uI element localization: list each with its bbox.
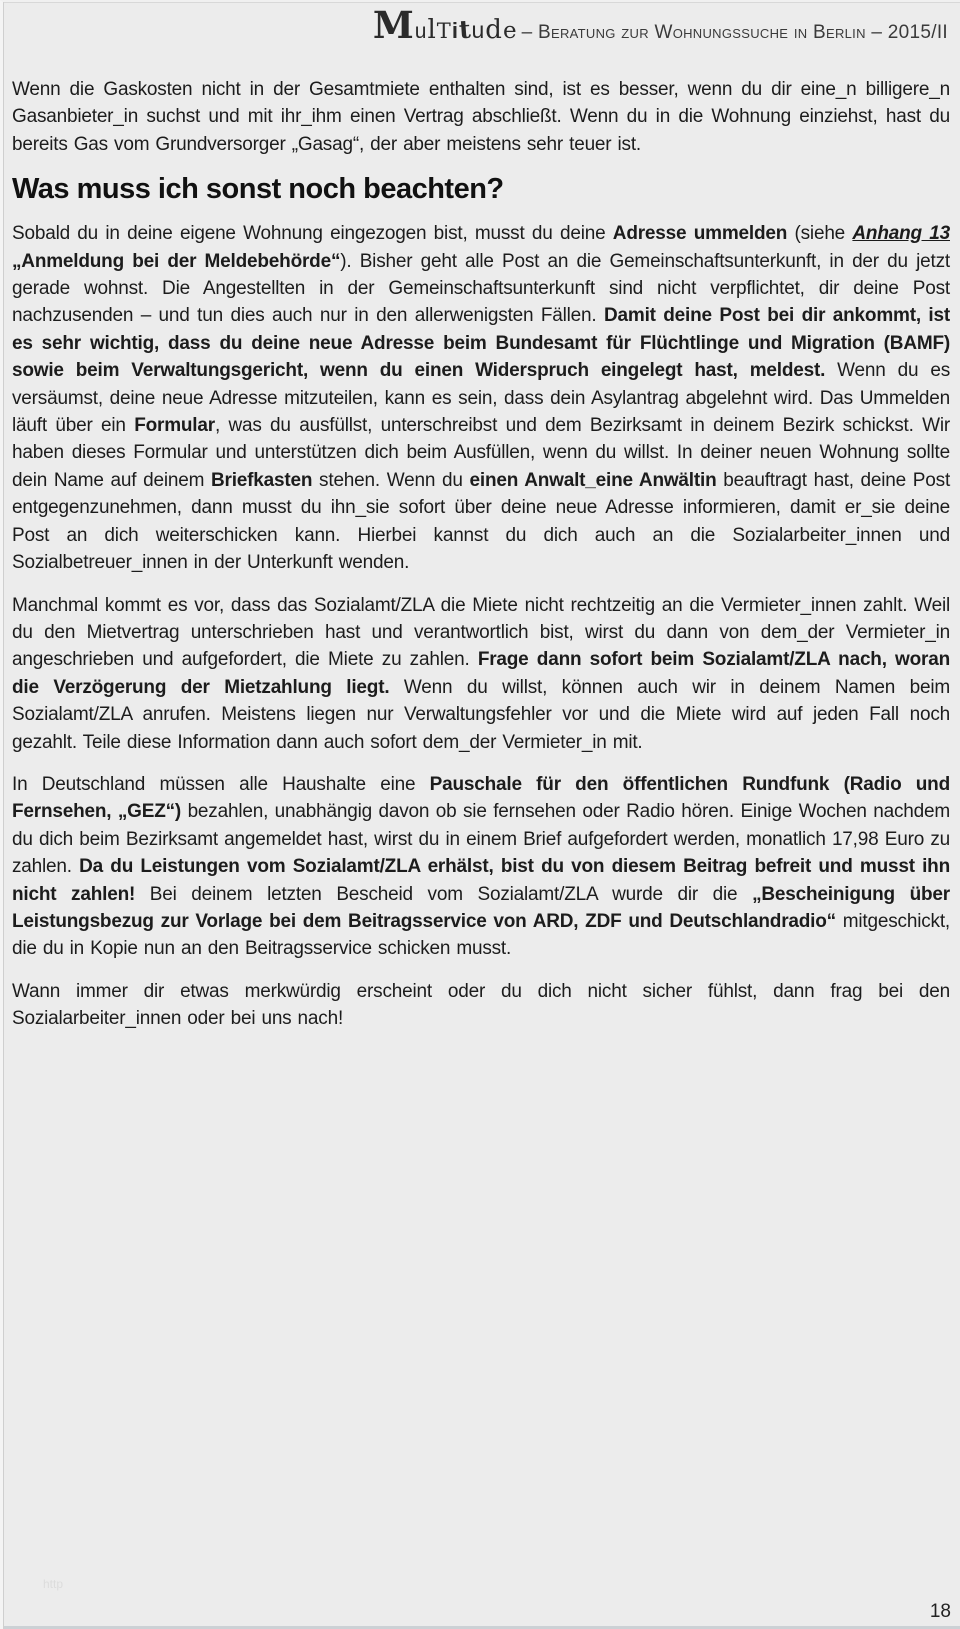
page-header (3, 2, 960, 52)
watermark-text: http (43, 1577, 64, 1591)
page-content (3, 52, 960, 1033)
header-title: – Beratung zur Wohnungssuche in Berlin – 2015/II (521, 22, 948, 43)
paragraph-closing-note: Wann immer dir etwas merkwürdig erscheint oder du dich nicht sicher fühlst, dann frag bei den Sozialarbeiter_innen oder bei uns nach! (12, 980, 950, 1030)
multitude-logo: MulTitude (372, 3, 518, 47)
section-heading: Was muss ich sonst noch beachten? (12, 173, 504, 206)
paragraph-address-registration: Sobald du in deine eigene Wohnung eingezogen bist, musst du deine Adresse ummelden (siehe Anhang 13 „Anmeldung bei der Meldebehörde“). Bisher geht alle Post an die Gemeinschaftsunterkunft, in der du jetzt gerade wohnst. Die Angestellten in der Gemeinschaftsunterkunft sind nicht verpflichtet, dir deine Post nachzusenden – und tun dies auch nur in den allerwenigsten Fällen. Damit deine Post bei dir ankommt, ist es sehr wichtig, dass du deine neue Adresse beim Bundesamt für Flüchtlinge und Migration (BAMF) sowie beim Verwaltungsgericht, wenn du einen Widerspruch eingelegt hast, meldest. Wenn du es versäumst, deine neue Adresse mitzuteilen, kann es sein, dass dein Asylantrag abgelehnt wird. Das Ummelden läuft über ein Formular, was du ausfüllst, unterschreibst und dem Bezirksamt in deinem Bezirk schickst. Wir haben dieses Formular und unterstützen dich beim Ausfüllen, wenn du willst. In deiner neuen Wohnung sollte dein Name auf deinem Briefkasten stehen. Wenn du einen Anwalt_eine Anwältin beauftragt hast, deine Post entgegenzunehmen, dann musst du ihn_sie sofort über deine neue Adresse informieren, damit er_sie deine Post an dich weiterschicken kann. Hierbei kannst du dich auch an die Sozialarbeiter_innen und Sozialbetreuer_innen in der Unterkunft wenden. (12, 223, 951, 574)
paragraph-broadcast-fee: In Deutschland müssen alle Haushalte eine Pauschale für den öffentlichen Rundfunk (Radio und Fernsehen, „GEZ“) bezahlen, unabhängig davon ob sie fernsehen oder Radio hören. Einige Wochen nachdem du dich beim Bezirksamt angemeldet hast, wirst du in einem Brief aufgefordert werden, monatlich 17,98 Euro zu zahlen. Da du Leistungen vom Sozialamt/ZLA erhälst, bist du von diesem Beitrag befreit und musst ihn nicht zahlen! Bei deinem letzten Bescheid vom Sozialamt/ZLA wurde dir die „Bescheinigung über Leistungsbezug zur Vorlage bei dem Beitragsservice von ARD, ZDF und Deutschlandradio“ mitgeschickt, die du in Kopie nun an den Beitragsservice schicken musst. (12, 773, 950, 960)
page-number: 18 (929, 1601, 951, 1622)
paragraph-rent-payment: Manchmal kommt es vor, dass das Sozialamt/ZLA die Miete nicht rechtzeitig an die Vermieter_innen zahlt. Weil du den Mietvertrag unterschrieben hast und verantwortlich bist, wirst du dann von dem_der Vermieter_in angeschrieben und aufgefordert, die Miete zu zahlen. Frage dann sofort beim Sozialamt/ZLA nach, woran die Verzögerung der Mietzahlung liegt. Wenn du willst, können auch wir in deinem Namen beim Sozialamt/ZLA anrufen. Meistens liegen nur Verwaltungsfehler vor und die Miete wird auf jeden Fall noch gezahlt. Teile diese Information dann auch sofort dem_der Vermieter_in mit. (12, 594, 950, 753)
paragraph-intro: Wenn die Gaskosten nicht in der Gesamtmiete enthalten sind, ist es besser, wenn du dir eine_n billigere_n Gasanbieter_in suchst und mit ihr_ihm einen Vertrag abschließt. Wenn du in die Wohnung einziehst, hast du bereits Gas vom Grundversorger „Gasag“, der aber meistens sehr teuer ist. (12, 79, 950, 155)
